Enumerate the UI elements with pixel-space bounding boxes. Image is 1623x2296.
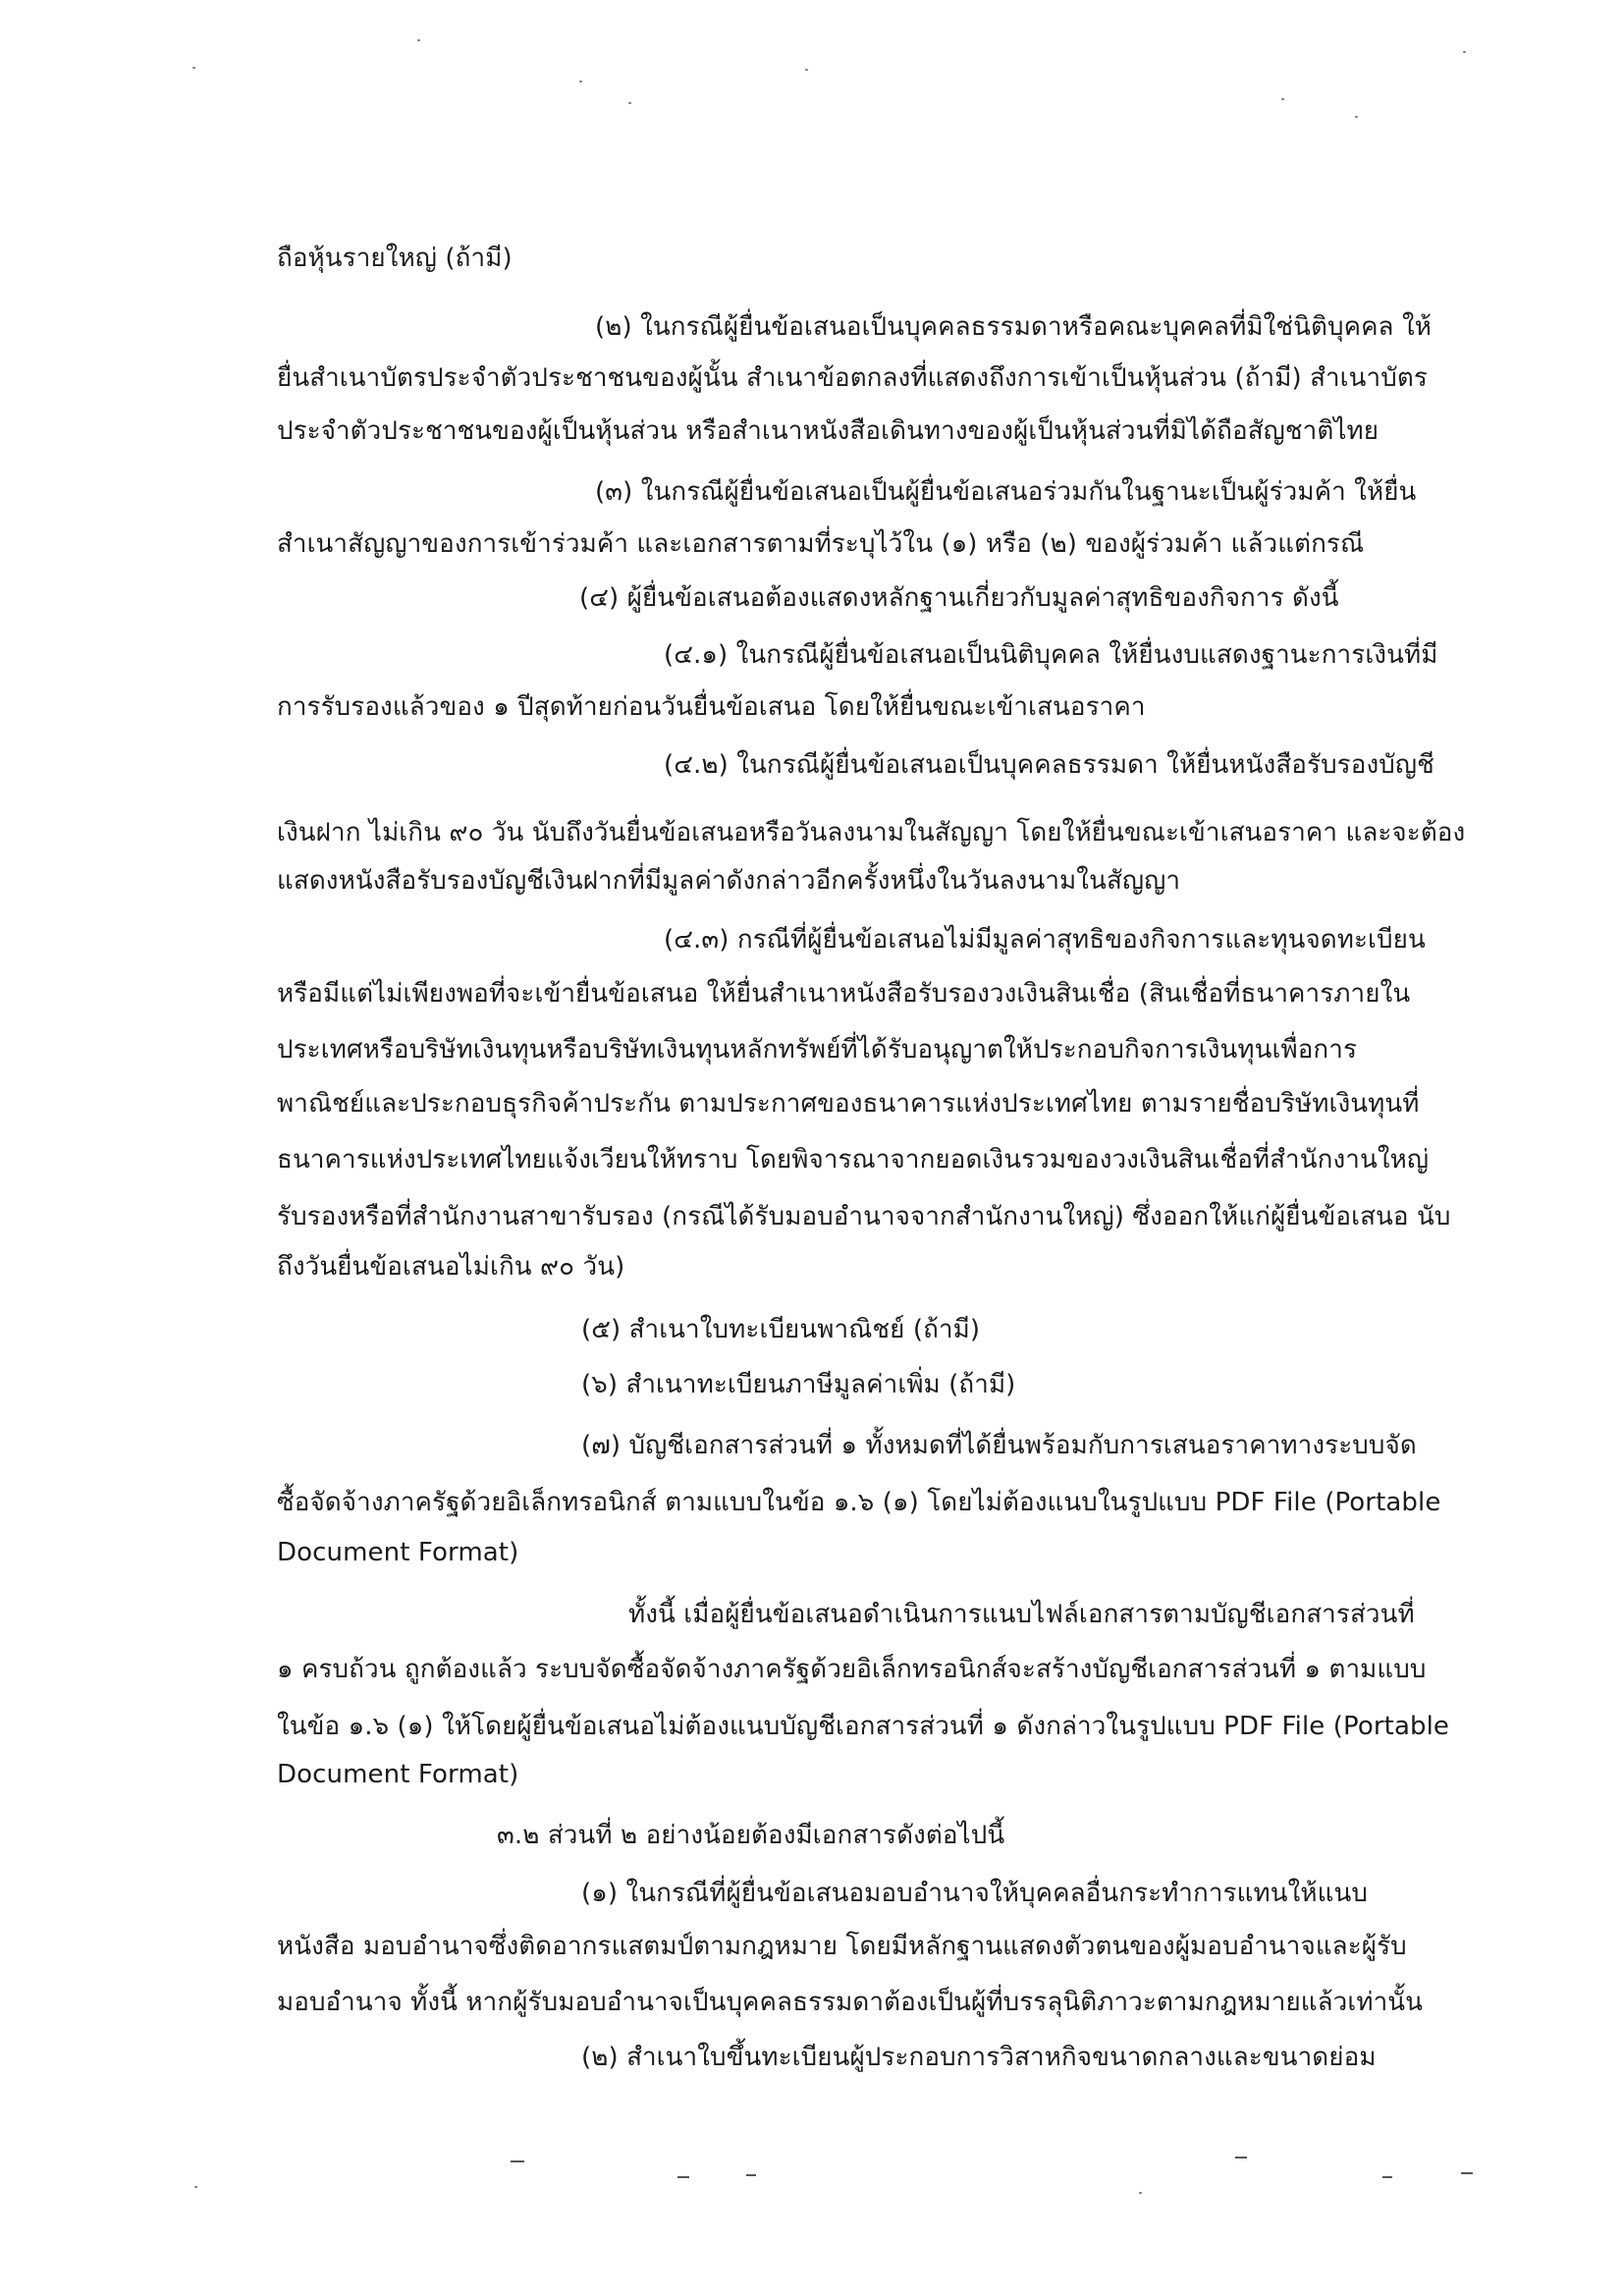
scan-speck <box>579 81 582 82</box>
text-line: ๑ ครบถ้วน ถูกต้องแล้ว ระบบจัดซื้อจัดจ้างภาครัฐด้วยอิเล็กทรอนิกส์จะสร้างบัญชีเอกสารส่วนที่ ๑ ตามแบบ <box>277 1655 1427 1684</box>
scan-speck <box>628 102 631 104</box>
text-line: ถึงวันยื่นข้อเสนอไม่เกิน ๙๐ วัน) <box>277 1252 625 1282</box>
text-line: (๒) ในกรณีผู้ยื่นข้อเสนอเป็นบุคคลธรรมดาหรือคณะบุคคลที่มิใช่นิติบุคคล ให้ <box>595 312 1432 342</box>
text-line: Document Format) <box>277 1760 519 1789</box>
text-line: (๔.๒) ในกรณีผู้ยื่นข้อเสนอเป็นบุคคลธรรมดา ให้ยื่นหนังสือรับรองบัญชี <box>664 750 1434 780</box>
scan-mark <box>1461 2172 1473 2174</box>
text-line: การรับรองแล้วของ ๑ ปีสุดท้ายก่อนวันยื่นข้อเสนอ โดยให้ยื่นขณะเข้าเสนอราคา <box>277 692 1146 722</box>
text-line: (๔.๑) ในกรณีผู้ยื่นข้อเสนอเป็นนิติบุคคล ให้ยื่นงบแสดงฐานะการเงินที่มี <box>664 640 1438 670</box>
text-line: ธนาคารแห่งประเทศไทยแจ้งเวียนให้ทราบ โดยพิจารณาจากยอดเงินรวมของวงเงินสินเชื่อที่สำนักงานใหญ่ <box>277 1145 1430 1175</box>
scan-speck <box>194 2186 197 2188</box>
scan-mark <box>677 2176 689 2178</box>
scan-mark <box>1235 2157 1247 2159</box>
text-line: ทั้งนี้ เมื่อผู้ยื่นข้อเสนอดำเนินการแนบไฟล์เอกสารตามบัญชีเอกสารส่วนที่ <box>628 1600 1415 1629</box>
text-line: (๗) บัญชีเอกสารส่วนที่ ๑ ทั้งหมดที่ได้ยื่นพร้อมกับการเสนอราคาทางระบบจัด <box>581 1431 1417 1460</box>
text-line: หนังสือ มอบอำนาจซึ่งติดอากรแสตมป์ตามกฎหมาย โดยมีหลักฐานแสดงตัวตนของผู้มอบอำนาจและผู้รับ <box>277 1932 1407 1961</box>
text-line: ประเทศหรือบริษัทเงินทุนหรือบริษัทเงินทุนหลักทรัพย์ที่ได้รับอนุญาตให้ประกอบกิจการเงินทุนเพื่อการ <box>277 1035 1358 1065</box>
text-line: (๑) ในกรณีที่ผู้ยื่นข้อเสนอมอบอำนาจให้บุคคลอื่นกระทำการแทนให้แนบ <box>581 1879 1368 1908</box>
text-line: พาณิชย์และประกอบธุรกิจค้าประกัน ตามประกาศของธนาคารแห่งประเทศไทย ตามรายชื่อบริษัทเงินทุนที่ <box>277 1089 1420 1119</box>
text-line: (๔.๓) กรณีที่ผู้ยื่นข้อเสนอไม่มีมูลค่าสุทธิของกิจการและทุนจดทะเบียน <box>664 925 1426 955</box>
text-line: ประจำตัวประชาชนของผู้เป็นหุ้นส่วน หรือสำเนาหนังสือเดินทางของผู้เป็นหุ้นส่วนที่มิได้ถือสัญชาติไทย <box>277 416 1380 446</box>
text-line: เงินฝาก ไม่เกิน ๙๐ วัน นับถึงวันยื่นข้อเสนอหรือวันลงนามในสัญญา โดยให้ยื่นขณะเข้าเสนอราคา และจะต้อง <box>277 818 1466 847</box>
scan-mark <box>1382 2176 1392 2178</box>
text-line: มอบอำนาจ ทั้งนี้ หากผู้รับมอบอำนาจเป็นบุคคลธรรมดาต้องเป็นผู้ที่บรรลุนิติภาวะตามกฎหมายแล้วเท่านั้น <box>277 1988 1424 2017</box>
scan-speck <box>1281 98 1284 100</box>
scan-speck <box>805 69 808 71</box>
text-line: (๔) ผู้ยื่นข้อเสนอต้องแสดงหลักฐานเกี่ยวกับมูลค่าสุทธิของกิจการ ดังนี้ <box>579 583 1339 613</box>
text-line: (๒) สำเนาใบขึ้นทะเบียนผู้ประกอบการวิสาหกิจขนาดกลางและขนาดย่อม <box>581 2043 1377 2072</box>
text-line: ถือหุ้นรายใหญ่ (ถ้ามี) <box>277 244 513 273</box>
scan-speck <box>1463 51 1466 53</box>
text-line: (๓) ในกรณีผู้ยื่นข้อเสนอเป็นผู้ยื่นข้อเสนอร่วมกันในฐานะเป็นผู้ร่วมค้า ให้ยื่น <box>595 477 1417 507</box>
text-line: ในข้อ ๑.๖ (๑) ให้โดยผู้ยื่นข้อเสนอไม่ต้องแนบบัญชีเอกสารส่วนที่ ๑ ดังกล่าวในรูปแบบ PDF File (Portable <box>277 1712 1450 1741</box>
text-line: แสดงหนังสือรับรองบัญชีเงินฝากที่มีมูลค่าดังกล่าวอีกครั้งหนึ่งในวันลงนามในสัญญา <box>277 866 1181 896</box>
section-heading: ๓.๒ ส่วนที่ ๒ อย่างน้อยต้องมีเอกสารดังต่อไปนี้ <box>497 1821 1005 1850</box>
text-line: รับรองหรือที่สำนักงานสาขารับรอง (กรณีได้รับมอบอำนาจจากสำนักงานใหญ่) ซึ่งออกให้แก่ผู้ยื่นข้อเสนอ นับ <box>277 1202 1451 1231</box>
scan-mark <box>746 2174 756 2176</box>
text-line: หรือมีแต่ไม่เพียงพอที่จะเข้ายื่นข้อเสนอ ให้ยื่นสำเนาหนังสือรับรองวงเงินสินเชื่อ (สินเชื่อที่ธนาคารภายใน <box>277 979 1411 1009</box>
text-line: (๕) สำเนาใบทะเบียนพาณิชย์ (ถ้ามี) <box>581 1315 981 1344</box>
text-line: ซื้อจัดจ้างภาครัฐด้วยอิเล็กทรอนิกส์ ตามแบบในข้อ ๑.๖ (๑) โดยไม่ต้องแนบในรูปแบบ PDF File (Portable <box>277 1488 1441 1517</box>
scan-speck <box>1355 116 1358 118</box>
scan-speck <box>192 67 195 69</box>
text-line: สำเนาสัญญาของการเข้าร่วมค้า และเอกสารตามที่ระบุไว้ใน (๑) หรือ (๒) ของผู้ร่วมค้า แล้วแต่กรณี <box>277 529 1365 559</box>
text-line: Document Format) <box>277 1538 519 1567</box>
scan-speck <box>417 39 420 41</box>
text-line: ยื่นสำเนาบัตรประจำตัวประชาชนของผู้นั้น สำเนาข้อตกลงที่แสดงถึงการเข้าเป็นหุ้นส่วน (ถ้ามี) สำเนาบัตร <box>277 363 1428 393</box>
text-line: (๖) สำเนาทะเบียนภาษีมูลค่าเพิ่ม (ถ้ามี) <box>581 1370 1016 1399</box>
scan-mark <box>511 2160 524 2162</box>
scan-speck <box>1139 2192 1142 2194</box>
